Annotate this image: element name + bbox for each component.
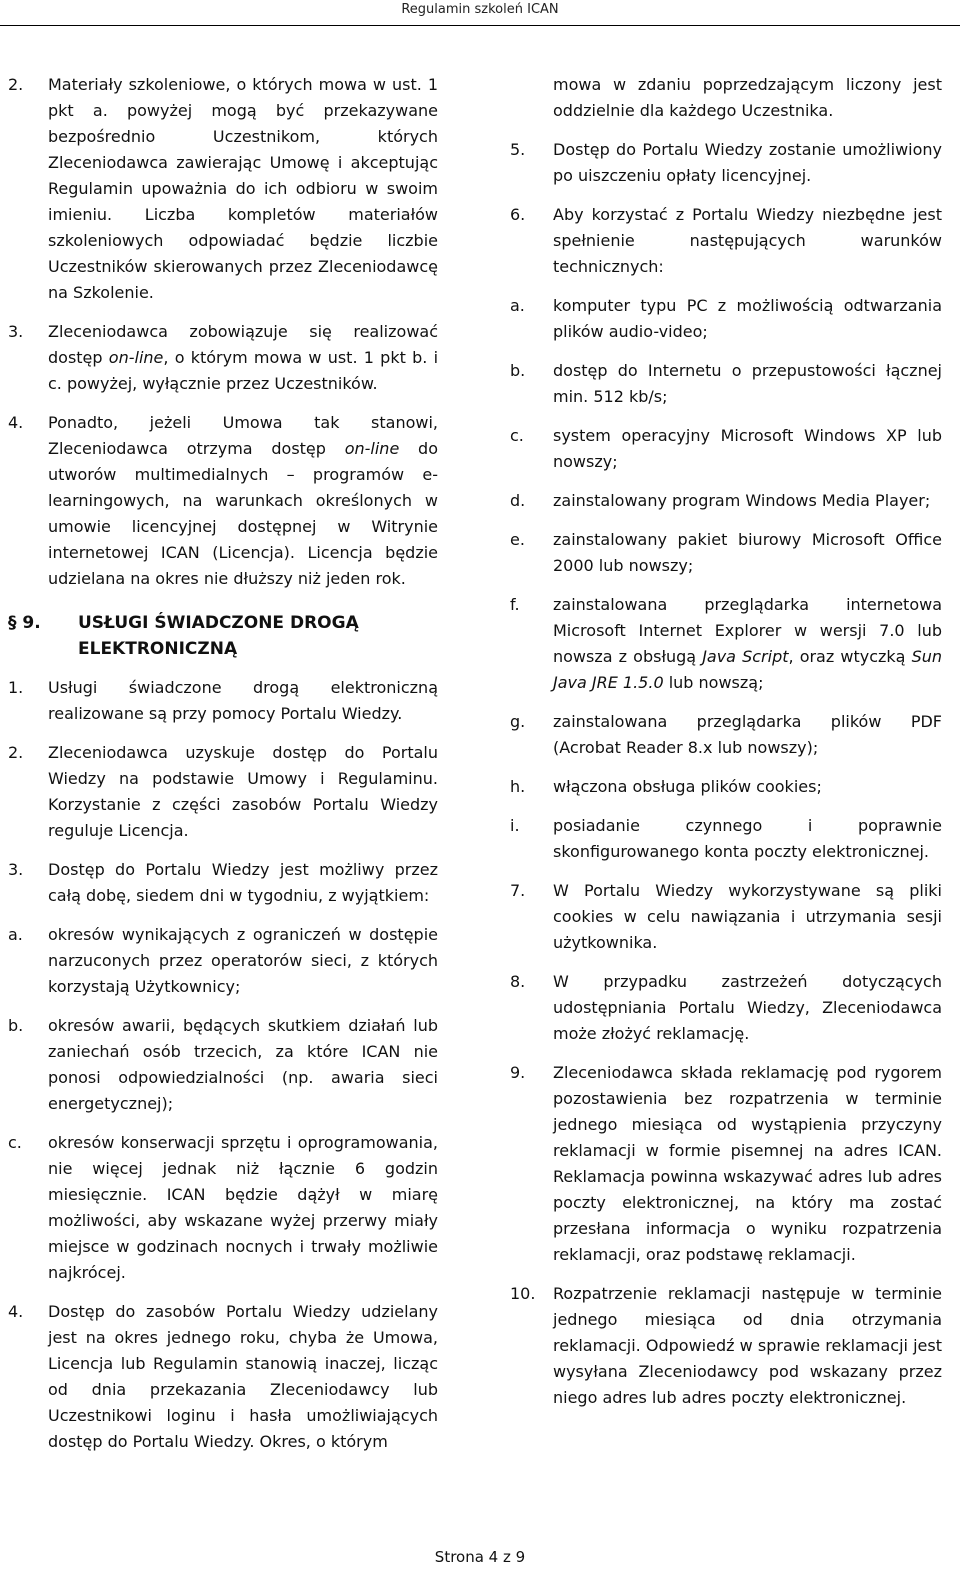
list-item: [8, 410, 438, 592]
item-text: dostęp do Internetu o przepustowości łącznej min. 512 kb/s;: [553, 361, 942, 406]
item-number: 9.: [510, 1063, 526, 1082]
list-item: [510, 293, 942, 345]
item-text: komputer typu PC z możliwością odtwarzania plików audio-video;: [553, 296, 942, 341]
item-number: a.: [8, 925, 23, 944]
item-text: zainstalowany pakiet biurowy Microsoft Office 2000 lub nowszy;: [553, 530, 942, 575]
item-number: i.: [510, 816, 520, 835]
item-text: W Portalu Wiedzy wykorzystywane są pliki cookies w celu nawiązania i utrzymania sesji użytkownika.: [553, 881, 942, 952]
list-item: [510, 1281, 942, 1411]
item-number: 1.: [8, 678, 24, 697]
list-item: [510, 202, 942, 280]
list-item: [510, 358, 942, 410]
item-text: Zleceniodawca składa reklamację pod rygorem pozostawienia bez rozpatrzenia w terminie jednego miesiąca od wystąpienia przyczyny reklamacji w formie pisemnej na adres ICAN. Reklamacja powinna wskazywać adres lub adres poczty elektronicznej, na który ma zostać przesłana informacja o wyniku rozpatrzenia reklamacji, oraz podstawę reklamacji.: [553, 1063, 942, 1264]
section-heading: [8, 610, 438, 662]
item-number: c.: [510, 426, 524, 445]
item-number: 4.: [8, 413, 24, 432]
item-number: 6.: [510, 205, 526, 224]
item-number: f.: [510, 595, 520, 614]
list-item: [510, 1060, 942, 1268]
item-number: d.: [510, 491, 526, 510]
list-item: [510, 423, 942, 475]
item-number: 8.: [510, 972, 526, 991]
list-item: [8, 1130, 438, 1286]
right-column: [510, 72, 942, 1424]
continued-text: mowa w zdaniu poprzedzającym liczony jest oddzielnie dla każdego Uczestnika.: [553, 75, 942, 120]
section-number: § 9.: [8, 613, 41, 633]
item-number: h.: [510, 777, 526, 796]
item-number: b.: [510, 361, 526, 380]
item-text: okresów wynikających z ograniczeń w dostępie narzuconych przez operatorów sieci, z których korzystają Użytkownicy;: [48, 925, 438, 996]
list-item: [8, 922, 438, 1000]
list-item: [510, 527, 942, 579]
item-number: 4.: [8, 1302, 24, 1321]
item-text: Dostęp do Portalu Wiedzy zostanie umożliwiony po uiszczeniu opłaty licencyjnej.: [553, 140, 942, 185]
page-number: Strona 4 z 9: [434, 1548, 526, 1566]
item-number: b.: [8, 1016, 24, 1035]
list-item: [510, 137, 942, 189]
list-item: [8, 1013, 438, 1117]
item-text: system operacyjny Microsoft Windows XP lub nowszy;: [553, 426, 942, 471]
list-item: [8, 740, 438, 844]
item-text: W przypadku zastrzeżeń dotyczących udostępniania Portalu Wiedzy, Zleceniodawca może złożyć reklamację.: [553, 972, 942, 1043]
item-text: zainstalowana przeglądarka internetowa Microsoft Internet Explorer w wersji 7.0 lub nowsza z obsługą Java Script, oraz wtyczką Sun Java JRE 1.5.0 lub nowszą;: [553, 595, 942, 692]
list-item: [510, 969, 942, 1047]
list-item: [510, 709, 942, 761]
list-item: [8, 857, 438, 909]
item-text: Dostęp do Portalu Wiedzy jest możliwy przez całą dobę, siedem dni w tygodniu, z wyjątkiem:: [48, 860, 438, 905]
item-text: Usługi świadczone drogą elektroniczną realizowane są przy pomocy Portalu Wiedzy.: [48, 678, 438, 723]
item-text: okresów awarii, będących skutkiem działań lub zaniechań osób trzecich, za które ICAN nie ponosi odpowiedzialności (np. awaria sieci energetycznej);: [48, 1016, 438, 1113]
item-text: posiadanie czynnego i poprawnie skonfigurowanego konta poczty elektronicznej.: [553, 816, 942, 861]
item-text: Aby korzystać z Portalu Wiedzy niezbędne jest spełnienie następujących warunków technicznych:: [553, 205, 942, 276]
item-number: 3.: [8, 860, 24, 879]
item-number: c.: [8, 1133, 22, 1152]
item-text: Ponadto, jeżeli Umowa tak stanowi, Zleceniodawca otrzyma dostęp on-line do utworów multimedialnych – programów e-learningowych, na warunkach określonych w umowie licencyjnej dostępnej w Witrynie internetowej ICAN (Licencja). Licencja będzie udzielana na okres nie dłuższy niż jeden rok.: [48, 413, 439, 588]
item-number: 5.: [510, 140, 526, 159]
header-rule: [0, 25, 960, 26]
list-item: [510, 488, 942, 514]
list-item: [8, 72, 438, 306]
list-item: [8, 1299, 438, 1455]
section-title: USŁUGI ŚWIADCZONE DROGĄ ELEKTRONICZNĄ: [78, 613, 359, 659]
item-number: g.: [510, 712, 526, 731]
item-number: 7.: [510, 881, 526, 900]
item-number: 2.: [8, 743, 24, 762]
running-header: Regulamin szkoleń ICAN: [401, 2, 559, 17]
item-text: Zleceniodawca zobowiązuje się realizować dostęp on-line, o którym mowa w ust. 1 pkt b. i c. powyżej, wyłącznie przez Uczestników.: [48, 322, 439, 393]
item-number: a.: [510, 296, 525, 315]
item-number: 3.: [8, 322, 24, 341]
left-column: [8, 72, 438, 1468]
item-text: Dostęp do zasobów Portalu Wiedzy udzielany jest na okres jednego roku, chyba że Umowa, Licencja lub Regulamin stanowią inaczej, licząc od dnia przekazania Zleceniodawcy lub Uczestnikowi loginu i hasła umożliwiających dostęp do Portalu Wiedzy. Okres, o którym: [48, 1302, 438, 1451]
item-text: Rozpatrzenie reklamacji następuje w terminie jednego miesiąca od dnia otrzymania reklamacji. Odpowiedź w sprawie reklamacji jest wysyłana Zleceniodawcy pod wskazany przez niego adres lub adres poczty elektronicznej.: [553, 1284, 942, 1407]
item-text: Zleceniodawca uzyskuje dostęp do Portalu Wiedzy na podstawie Umowy i Regulaminu. Korzystanie z części zasobów Portalu Wiedzy reguluje Licencja.: [48, 743, 438, 840]
item-text: Materiały szkoleniowe, o których mowa w ust. 1 pkt a. powyżej mogą być przekazywane bezpośrednio Uczestnikom, których Zleceniodawca zawierając Umowę i akceptując Regulamin upoważnia do ich odbioru w swoim imieniu. Liczba kompletów materiałów szkoleniowych odpowiadać będzie liczbie Uczestników skierowanych przez Zleceniodawcę na Szkolenie.: [48, 75, 438, 302]
item-text: włączona obsługa plików cookies;: [553, 777, 822, 796]
list-item: [510, 878, 942, 956]
item-number: 2.: [8, 75, 24, 94]
list-item: [510, 813, 942, 865]
list-item: [8, 675, 438, 727]
list-item: [8, 319, 438, 397]
item-text: zainstalowany program Windows Media Player;: [553, 491, 931, 510]
item-number: e.: [510, 530, 525, 549]
list-item: [510, 592, 942, 696]
item-number: 10.: [510, 1284, 536, 1303]
item-text: okresów konserwacji sprzętu i oprogramowania, nie więcej jednak niż łącznie 6 godzin miesięcznie. ICAN będzie dążył w miarę możliwości, aby wskazane wyżej przerwy miały miejsce w godzinach nocnych i trwały możliwie najkrócej.: [48, 1133, 438, 1282]
list-item: [510, 774, 942, 800]
item-text: zainstalowana przeglądarka plików PDF (Acrobat Reader 8.x lub nowszy);: [553, 712, 942, 757]
